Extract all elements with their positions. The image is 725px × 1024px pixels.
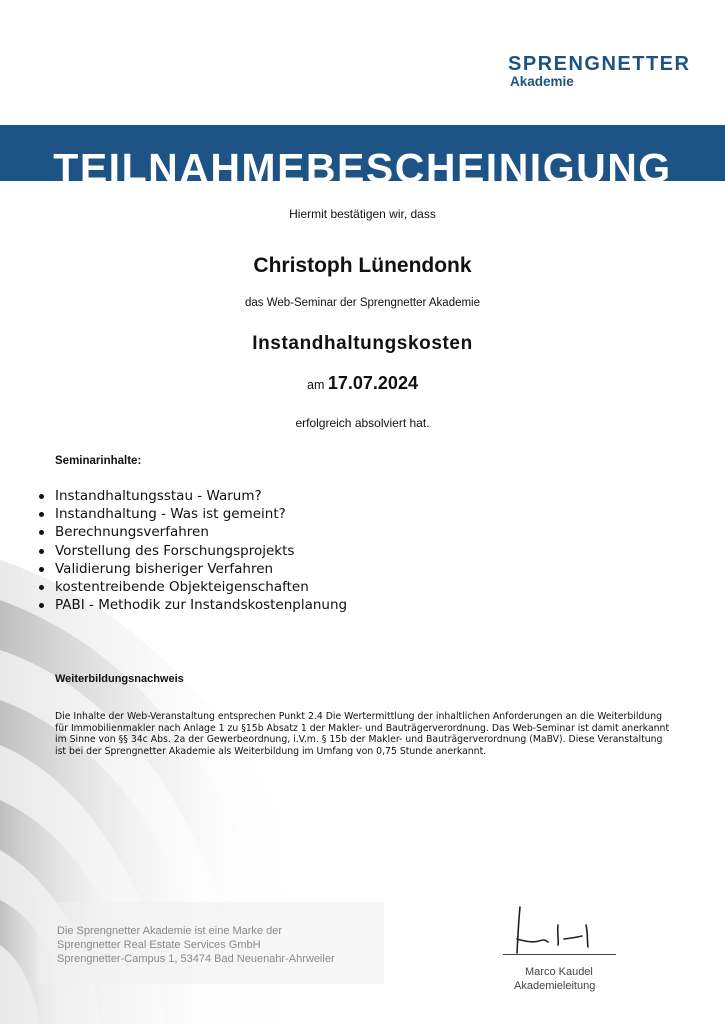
footer-line: Sprengnetter Real Estate Services GmbH xyxy=(57,939,261,951)
contents-heading: Seminarinhalte: xyxy=(55,455,142,467)
signatory-name: Marco Kaudel xyxy=(525,966,593,978)
sprengnetter-logo xyxy=(508,43,691,91)
training-heading: Weiterbildungsnachweis xyxy=(55,673,184,685)
participant-name: Christoph Lünendonk xyxy=(253,254,472,277)
signatory-role: Akademieleitung xyxy=(514,980,596,992)
list-item: kostentreibende Objekteigenschaften xyxy=(37,578,347,596)
logo-subtitle: Akademie xyxy=(510,74,574,89)
training-notice: Die Inhalte der Web-Veranstaltung entsprechen Punkt 2.4 Die Wertermittlung der inhaltlichen Anforderungen an die Weiterbildung für Immobilienmakler nach Anlage 1 zu §15b Absatz 1 der Makler- und Bauträgerverordnung. Das Web-Seminar ist damit anerkannt im Sinne von §§ 34c Abs. 2a der Gewerbeordnung, i.V.m. § 15b der Makler- und Bauträgerverordnung (MaBV). Diese Veranstaltung ist bei der Sprengnetter Akademie als Weiterbildung im Umfang von 0,75 Stunde anerkannt. xyxy=(55,711,670,757)
title-banner xyxy=(0,125,725,181)
date-line xyxy=(0,373,725,394)
seminar-topic: Instandhaltungskosten xyxy=(252,333,473,354)
seminar-date: 17.07.2024 xyxy=(327,373,418,393)
logo-wordmark: SPRENGNETTER xyxy=(508,53,691,75)
list-item: Instandhaltung - Was ist gemeint? xyxy=(37,505,347,523)
completion-text: erfolgreich absolviert hat. xyxy=(295,416,430,430)
list-item: Validierung bisheriger Verfahren xyxy=(37,560,347,578)
list-item: PABI - Methodik zur Instandskostenplanung xyxy=(37,596,347,614)
date-prefix: am xyxy=(307,378,325,392)
list-item: Vorstellung des Forschungsprojekts xyxy=(37,542,347,560)
list-item: Instandhaltungsstau - Warum? xyxy=(37,487,347,505)
signature-line xyxy=(503,954,616,955)
contents-list xyxy=(37,487,347,614)
footer-line: Sprengnetter-Campus 1, 53474 Bad Neuenahr-Ahrweiler xyxy=(57,953,335,965)
seminar-description: das Web-Seminar der Sprengnetter Akademie xyxy=(244,297,481,309)
footer-line: Die Sprengnetter Akademie ist eine Marke der xyxy=(57,925,283,937)
certificate-title: TEILNAHMEBESCHEINIGUNG xyxy=(53,145,672,181)
signature-image xyxy=(512,905,602,955)
intro-text: Hiermit bestätigen wir, dass xyxy=(289,207,436,221)
list-item: Berechnungsverfahren xyxy=(37,523,347,541)
